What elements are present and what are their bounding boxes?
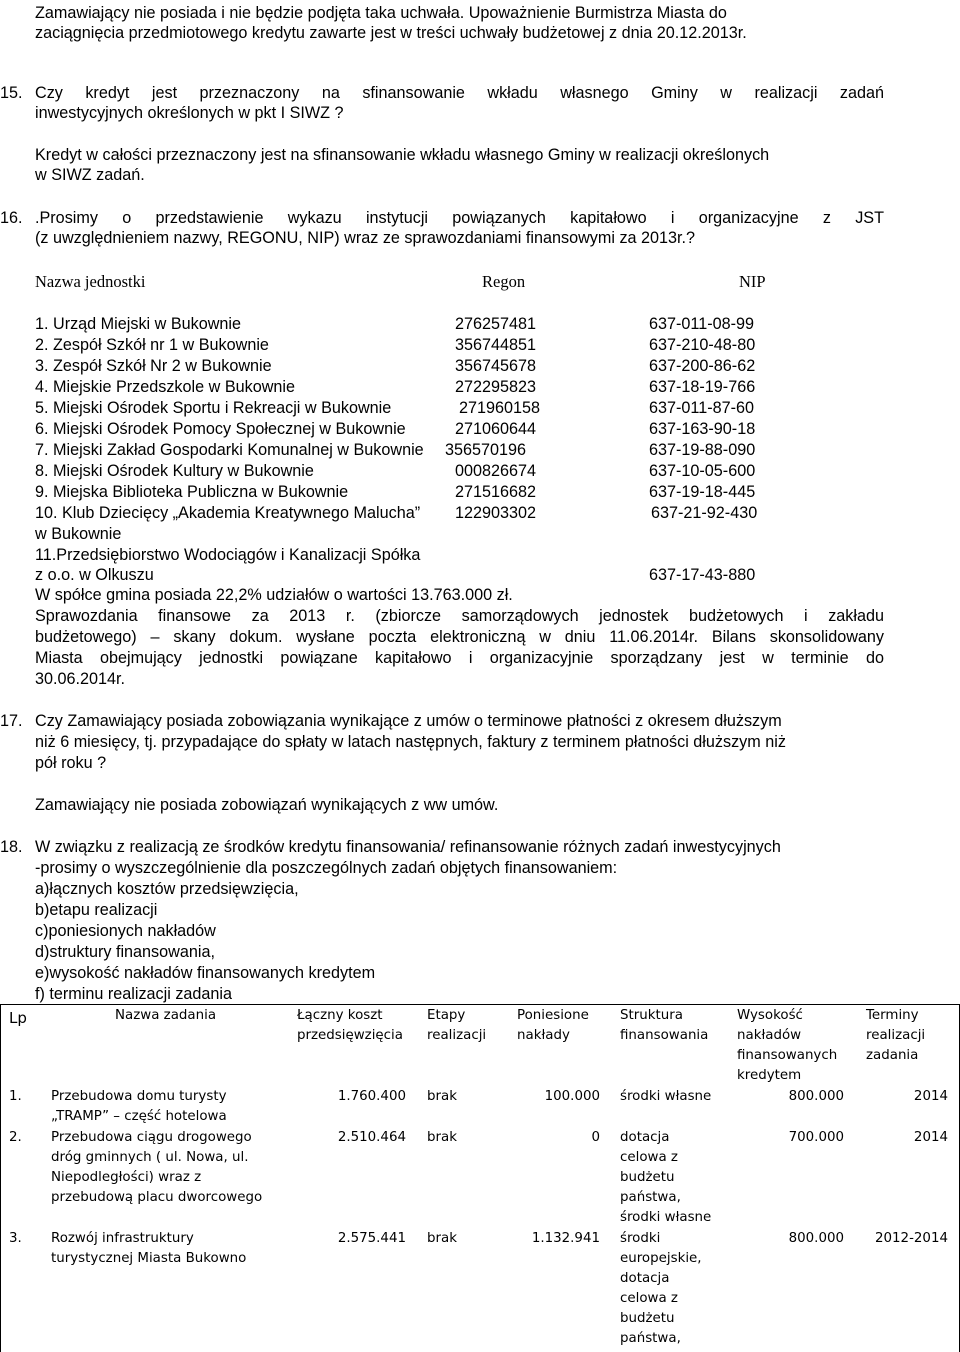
row-spent: 0: [591, 1130, 600, 1145]
unit-name: 5. Miejski Ośrodek Sportu i Rekreacji w Bukownie: [35, 399, 392, 417]
header-spent-1: Poniesione: [517, 1008, 589, 1023]
unit-nip: 637-011-08-99: [649, 315, 754, 333]
q18-number: 18.: [0, 838, 23, 856]
q18-item: f) terminu realizacji zadania: [35, 985, 233, 1003]
q16-question-line-1: .Prosimy o przedstawienie wykazu instytucji powiązanych kapitałowo i organizacyjne z JST: [35, 209, 884, 227]
units-header-nip: NIP: [739, 272, 766, 291]
unit-11-line-2: z o.o. w Olkuszu: [35, 566, 154, 584]
q15-question-line-2: inwestycyjnych określonych w pkt I SIWZ ?: [35, 104, 344, 122]
row-spent: 1.132.941: [531, 1231, 600, 1246]
row-cost: 2.575.441: [337, 1231, 406, 1246]
q16-number: 16.: [0, 209, 23, 227]
header-term-2: realizacji: [866, 1028, 926, 1043]
row-struct-line: celowa z: [620, 1150, 678, 1165]
unit-regon: 271060644: [455, 420, 537, 438]
row-struct-line: środki: [620, 1231, 661, 1246]
unit-regon: 122903302: [455, 504, 537, 522]
header-credit-2: nakładów: [737, 1028, 802, 1043]
intro-line-1: Zamawiający nie posiada i nie będzie podjęta taka uchwała. Upoważnienie Burmistrza Miasta do: [35, 4, 727, 22]
table-top-border: [0, 1004, 960, 1005]
unit-nip: 637-200-86-62: [649, 357, 756, 375]
unit-regon: 356570196: [445, 441, 527, 459]
unit-regon: 272295823: [455, 378, 537, 396]
intro-line-2: zaciągnięcia przedmiotowego kredytu zawarte jest w treści uchwały budżetowej z dnia 20.12.2013r.: [35, 24, 747, 42]
row-struct-line: budżetu: [620, 1311, 675, 1326]
unit-regon: 356744851: [455, 336, 537, 354]
q15-number: 15.: [0, 84, 23, 102]
q17-question-line-3: pół roku ?: [35, 754, 107, 772]
header-cost-1: Łączny koszt: [297, 1008, 383, 1023]
q18-item: a)łącznych kosztów przedsięwzięcia,: [35, 880, 299, 898]
unit-nip: 637-19-88-090: [649, 441, 756, 459]
row-name-line: Przebudowa domu turysty: [51, 1089, 227, 1104]
row-struct-line: środki własne: [620, 1210, 712, 1225]
unit-nip: 637-21-92-430: [651, 504, 758, 522]
row-struct-line: państwa,: [620, 1190, 681, 1205]
unit-11-nip: 637-17-43-880: [649, 566, 756, 584]
financial-line-2: budżetowego) – skany dokum. wysłane poczta elektroniczną w dniu 11.06.2014r. Bilans skonsolidowany: [35, 628, 884, 646]
header-term-1: Terminy: [866, 1008, 919, 1023]
header-stage-2: realizacji: [427, 1028, 487, 1043]
q17-question-line-1: Czy Zamawiający posiada zobowiązania wynikające z umów o terminowe płatności z okresem dłuższym: [35, 712, 782, 730]
financial-line-3: Miasta obejmujący jednostki powiązane kapitałowo i organizacyjnie sporządzany jest w terminie do: [35, 649, 884, 667]
row-term: 2014: [913, 1089, 948, 1104]
row-cost: 2.510.464: [337, 1130, 406, 1145]
unit-name: 1. Urząd Miejski w Bukownie: [35, 315, 242, 333]
row-credit: 800.000: [788, 1089, 844, 1104]
unit-nip: 637-163-90-18: [649, 420, 756, 438]
header-struct-2: finansowania: [620, 1028, 709, 1043]
q15-question-line-1: Czy kredyt jest przeznaczony na sfinansowanie wkładu własnego Gminy w realizacji zadań: [35, 84, 884, 102]
unit-nip: 637-210-48-80: [649, 336, 756, 354]
row-struct-line: dotacja: [620, 1130, 670, 1145]
row-struct-line: budżetu: [620, 1170, 675, 1185]
row-stage: brak: [427, 1130, 457, 1145]
unit-name: 2. Zespół Szkół nr 1 w Bukownie: [35, 336, 269, 354]
row-lp: 2.: [9, 1130, 22, 1145]
row-struct-line: dotacja: [620, 1271, 670, 1286]
row-spent: 100.000: [544, 1089, 600, 1104]
table-left-border: [0, 1004, 1, 1352]
header-spent-2: nakłady: [517, 1028, 570, 1043]
units-header-name: Nazwa jednostki: [35, 272, 146, 291]
financial-line-1: Sprawozdania finansowe za 2013 r. (zbiorcze samorządowych jednostek budżetowych i zakładu: [35, 607, 884, 625]
financial-line-4: 30.06.2014r.: [35, 670, 126, 688]
header-name: Nazwa zadania: [115, 1008, 217, 1023]
q18-item: b)etapu realizacji: [35, 901, 158, 919]
header-struct-1: Struktura: [620, 1008, 683, 1023]
units-header-regon: Regon: [482, 272, 526, 291]
row-struct-line: środki własne: [620, 1089, 712, 1104]
row-credit: 700.000: [788, 1130, 844, 1145]
header-credit-1: Wysokość: [737, 1008, 803, 1023]
row-cost: 1.760.400: [337, 1089, 406, 1104]
header-term-3: zadania: [866, 1048, 919, 1063]
unit-nip: 637-18-19-766: [649, 378, 756, 396]
q18-item: e)wysokość nakładów finansowanych kredytem: [35, 964, 376, 982]
unit-name: 9. Miejska Biblioteka Publiczna w Bukownie: [35, 483, 349, 501]
q17-number: 17.: [0, 712, 23, 730]
header-stage-1: Etapy: [427, 1008, 466, 1023]
unit-name: 7. Miejski Zakład Gospodarki Komunalnej w Bukownie: [35, 441, 424, 459]
row-stage: brak: [427, 1231, 457, 1246]
row-struct-line: celowa z: [620, 1291, 678, 1306]
row-name-line: Niepodległości) wraz z: [51, 1170, 202, 1185]
unit-regon: 271516682: [455, 483, 537, 501]
q18-question-line-1: W związku z realizacją ze środków kredytu finansowania/ refinansowanie różnych zadań inwestycyjnych: [35, 838, 781, 856]
q15-answer-line-2: w SIWZ zadań.: [35, 166, 145, 184]
unit-name: 3. Zespół Szkół Nr 2 w Bukownie: [35, 357, 272, 375]
unit-11-line-1: 11.Przedsiębiorstwo Wodociągów i Kanalizacji Spółka: [35, 546, 421, 564]
unit-name: 8. Miejski Ośrodek Kultury w Bukownie: [35, 462, 314, 480]
unit-regon: 000826674: [455, 462, 537, 480]
row-term: 2012-2014: [875, 1231, 948, 1246]
unit-10-line-2: w Bukownie: [35, 525, 122, 543]
row-name-line: przebudową placu dworcowego: [51, 1190, 263, 1205]
row-credit: 800.000: [788, 1231, 844, 1246]
row-name-line: turystycznej Miasta Bukowno: [51, 1251, 247, 1266]
q18-item: c)poniesionych nakładów: [35, 922, 216, 940]
unit-regon: 356745678: [455, 357, 537, 375]
row-struct-line: europejskie,: [620, 1251, 702, 1266]
header-cost-2: przedsięwzięcia: [297, 1028, 403, 1043]
q17-question-line-2: niż 6 miesięcy, tj. przypadające do spłaty w latach następnych, faktury z terminem płatności dłuższym niż: [35, 733, 786, 751]
q15-answer-line-1: Kredyt w całości przeznaczony jest na sfinansowanie wkładu własnego Gminy w realizacji określonych: [35, 146, 770, 164]
row-lp: 3.: [9, 1231, 22, 1246]
unit-name: 10. Klub Dziecięcy „Akademia Kreatywnego Malucha”: [35, 504, 421, 522]
unit-nip: 637-19-18-445: [649, 483, 756, 501]
row-term: 2014: [913, 1130, 948, 1145]
header-credit-3: finansowanych: [737, 1048, 838, 1063]
unit-regon: 276257481: [455, 315, 537, 333]
row-name-line: dróg gminnych ( ul. Nowa, ul.: [51, 1150, 249, 1165]
q16-question-line-2: (z uwzględnieniem nazwy, REGONU, NIP) wraz ze sprawozdaniami finansowymi za 2013r.?: [35, 229, 696, 247]
header-lp: Lp: [9, 1009, 27, 1027]
header-credit-4: kredytem: [737, 1068, 802, 1083]
unit-nip: 637-011-87-60: [649, 399, 754, 417]
row-lp: 1.: [9, 1089, 22, 1104]
row-stage: brak: [427, 1089, 457, 1104]
q17-answer: Zamawiający nie posiada zobowiązań wynikających z ww umów.: [35, 796, 499, 814]
unit-name: 4. Miejskie Przedszkole w Bukownie: [35, 378, 296, 396]
share-info: W spółce gmina posiada 22,2% udziałów o wartości 13.763.000 zł.: [35, 586, 513, 604]
unit-name: 6. Miejski Ośrodek Pomocy Społecznej w Bukownie: [35, 420, 406, 438]
row-name-line: Przebudowa ciągu drogowego: [51, 1130, 252, 1145]
unit-nip: 637-10-05-600: [649, 462, 756, 480]
row-struct-line: państwa,: [620, 1331, 681, 1346]
q18-item: d)struktury finansowania,: [35, 943, 215, 961]
unit-regon: 271960158: [459, 399, 541, 417]
row-name-line: Rozwój infrastruktury: [51, 1231, 194, 1246]
q18-question-line-2: -prosimy o wyszczególnienie dla poszczególnych zadań objętych finansowaniem:: [35, 859, 618, 877]
row-name-line: „TRAMP” – część hotelowa: [51, 1109, 227, 1124]
